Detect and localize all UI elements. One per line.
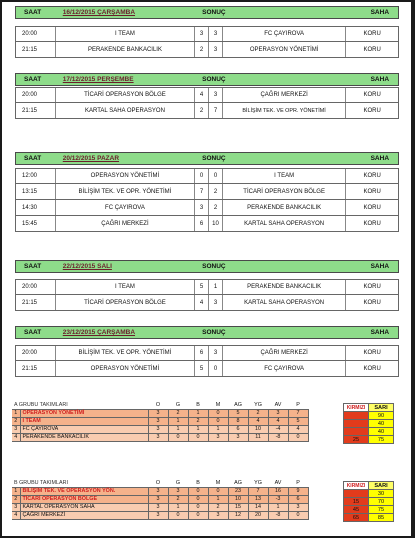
header-saat: SAAT xyxy=(24,9,42,16)
stat-av: -8 xyxy=(268,433,288,441)
header-saha: SAHA xyxy=(370,329,390,336)
stat-g: 0 xyxy=(168,511,188,519)
match-day-block xyxy=(15,6,399,58)
stat-o: 3 xyxy=(148,511,168,519)
away-team: I TEAM xyxy=(223,169,346,183)
stat-o: 3 xyxy=(148,425,168,433)
field-name: KORU xyxy=(363,350,381,356)
red-cards: 25 xyxy=(344,436,369,444)
col-header: P xyxy=(296,401,300,408)
stat-b: 1 xyxy=(188,409,208,417)
field-name: KORU xyxy=(363,299,381,306)
rank: 3 xyxy=(12,503,20,511)
match-row[interactable] xyxy=(15,168,399,184)
match-row[interactable] xyxy=(15,361,399,377)
col-header: AV xyxy=(274,479,282,486)
away-team: OPERASYON YÖNETİMİ xyxy=(223,42,346,57)
stat-o: 3 xyxy=(148,433,168,441)
standings-row[interactable] xyxy=(12,425,308,433)
col-header: AV xyxy=(274,401,282,408)
standings-header-row xyxy=(12,401,308,409)
stat-b: 1 xyxy=(188,425,208,433)
rank: 4 xyxy=(12,511,20,519)
home-score: 2 xyxy=(195,103,209,118)
stat-yg: 20 xyxy=(248,511,268,519)
stat-ag: 10 xyxy=(228,495,248,503)
team-name: TİCARİ OPERASYON BÖLGE xyxy=(20,495,148,503)
stat-g: 1 xyxy=(168,417,188,425)
home-score: 6 xyxy=(195,216,209,231)
away-score: 3 xyxy=(209,346,223,360)
match-row[interactable] xyxy=(15,26,399,42)
stat-av: 4 xyxy=(268,417,288,425)
stat-o: 3 xyxy=(148,487,168,495)
home-team: TİCARİ OPERASYON BÖLGE xyxy=(56,295,195,310)
col-header: AG xyxy=(234,479,242,486)
stat-av: -8 xyxy=(268,511,288,519)
stat-b: 0 xyxy=(188,487,208,495)
match-time: 21:15 xyxy=(16,42,56,57)
stat-yg: 14 xyxy=(248,503,268,511)
away-score: 3 xyxy=(209,27,223,41)
stat-o: 3 xyxy=(148,503,168,511)
home-team: PERAKENDE BANKACILIK xyxy=(56,42,195,57)
day-header xyxy=(15,73,399,86)
col-header: YG xyxy=(254,479,262,486)
field-name: KORU xyxy=(363,365,381,372)
match-row[interactable] xyxy=(15,200,399,216)
header-sonuc: SONUÇ xyxy=(202,9,226,16)
stat-p: 0 xyxy=(288,511,308,519)
stat-m: 0 xyxy=(208,409,228,417)
col-header: M xyxy=(215,479,221,486)
match-time: 20:00 xyxy=(16,280,56,294)
stat-g: 1 xyxy=(168,503,188,511)
header-sonuc: SONUÇ xyxy=(202,76,226,83)
field-name: KORU xyxy=(363,220,381,227)
field-name: KORU xyxy=(363,284,381,290)
rank: 3 xyxy=(12,425,20,433)
stat-g: 0 xyxy=(168,433,188,441)
home-team: TİCARİ OPERASYON BÖLGE xyxy=(56,88,195,102)
match-time: 21:15 xyxy=(16,103,56,118)
yellow-cards: 40 xyxy=(369,428,394,436)
stat-p: 7 xyxy=(288,409,308,417)
standings-row[interactable] xyxy=(12,511,308,519)
day-date: 16/12/2015 ÇARŞAMBA xyxy=(62,9,136,16)
kirmizi-header: KIRMIZI xyxy=(344,404,369,412)
col-header: O xyxy=(155,479,161,486)
stat-b: 0 xyxy=(188,495,208,503)
standings-header-row xyxy=(12,479,308,487)
match-time: 12:00 xyxy=(16,169,56,183)
away-team: BİLİŞİM TEK. VE OPR. YÖNETİMİ xyxy=(223,103,346,118)
group-b-standings xyxy=(12,479,309,520)
stat-g: 3 xyxy=(168,487,188,495)
red-cards: 65 xyxy=(344,514,369,522)
sari-header: SARI xyxy=(369,404,394,412)
stat-m: 1 xyxy=(208,495,228,503)
match-row[interactable] xyxy=(15,295,399,311)
home-score: 4 xyxy=(195,88,209,102)
red-cards xyxy=(344,412,369,420)
stat-m: 0 xyxy=(208,417,228,425)
match-time: 20:00 xyxy=(16,88,56,102)
away-team: ÇAĞRI MERKEZİ xyxy=(223,346,346,360)
stat-ag: 8 xyxy=(228,417,248,425)
col-header: O xyxy=(155,401,161,408)
rank: 2 xyxy=(12,417,20,425)
red-cards: 45 xyxy=(344,506,369,514)
header-sonuc: SONUÇ xyxy=(202,329,226,336)
stat-m: 3 xyxy=(208,511,228,519)
day-date: 20/12/2015 PAZAR xyxy=(62,155,120,162)
day-header xyxy=(15,6,399,19)
stat-ag: 5 xyxy=(228,409,248,417)
team-name: BİLİŞİM TEK. VE OPERASYON YÖN. xyxy=(20,487,148,495)
away-score: 2 xyxy=(209,184,223,199)
standings-row[interactable] xyxy=(12,487,308,495)
stat-av: 1 xyxy=(268,503,288,511)
stat-yg: 13 xyxy=(248,495,268,503)
match-time: 15:45 xyxy=(16,216,56,231)
home-team: OPERASYON YÖNETİMİ xyxy=(56,361,195,376)
standings-row[interactable] xyxy=(12,409,308,417)
stat-ag: 12 xyxy=(228,511,248,519)
yellow-cards: 30 xyxy=(369,490,394,498)
col-header: M xyxy=(215,401,221,408)
stat-g: 2 xyxy=(168,495,188,503)
home-score: 3 xyxy=(195,27,209,41)
team-name: KARTAL OPERASYON SAHA xyxy=(20,503,148,511)
header-saat: SAAT xyxy=(24,155,42,162)
match-day-block xyxy=(15,73,399,119)
home-team: I TEAM xyxy=(56,27,195,41)
field-name: KORU xyxy=(363,188,381,195)
team-name: I TEAM xyxy=(20,417,148,425)
yellow-cards: 75 xyxy=(369,506,394,514)
match-row[interactable] xyxy=(15,184,399,200)
stat-av: 16 xyxy=(268,487,288,495)
stat-p: 9 xyxy=(288,487,308,495)
match-row[interactable] xyxy=(15,87,399,103)
stat-yg: 7 xyxy=(248,487,268,495)
header-sonuc: SONUÇ xyxy=(202,263,226,270)
away-score: 10 xyxy=(209,216,223,231)
team-name: FC ÇAYIROVA xyxy=(20,425,148,433)
col-header: B xyxy=(196,479,200,486)
match-day-block xyxy=(15,326,399,377)
stat-av: -3 xyxy=(268,495,288,503)
stat-b: 0 xyxy=(188,433,208,441)
red-cards xyxy=(344,428,369,436)
col-header: G xyxy=(175,479,181,486)
stat-ag: 15 xyxy=(228,503,248,511)
yellow-cards: 90 xyxy=(369,412,394,420)
away-team: ÇAĞRI MERKEZİ xyxy=(223,88,346,102)
home-team: BİLİŞİM TEK. VE OPR. YÖNETİMİ xyxy=(56,184,195,199)
stat-g: 2 xyxy=(168,409,188,417)
header-saat: SAAT xyxy=(24,329,42,336)
standings-row[interactable] xyxy=(12,503,308,511)
group-a-standings xyxy=(12,401,309,442)
stat-m: 0 xyxy=(208,487,228,495)
match-row[interactable] xyxy=(15,279,399,295)
match-time: 21:15 xyxy=(16,361,56,376)
stat-m: 2 xyxy=(208,503,228,511)
match-time: 20:00 xyxy=(16,346,56,360)
col-header: G xyxy=(175,401,181,408)
red-cards xyxy=(344,420,369,428)
match-row[interactable] xyxy=(15,216,399,232)
stat-p: 6 xyxy=(288,495,308,503)
home-score: 6 xyxy=(195,346,209,360)
stat-av: -4 xyxy=(268,425,288,433)
away-score: 0 xyxy=(209,361,223,376)
match-row[interactable] xyxy=(15,42,399,58)
team-name: PERAKENDE BANKACILIK xyxy=(20,433,148,441)
away-team: KARTAL SAHA OPERASYON xyxy=(223,216,346,231)
match-time: 21:15 xyxy=(16,295,56,310)
group-title: A GRUBU TAKIMLARI xyxy=(14,401,68,408)
away-team: FC ÇAYIROVA xyxy=(223,27,346,41)
away-score: 3 xyxy=(209,88,223,102)
match-day-block xyxy=(15,260,399,311)
home-team: FC ÇAYIROVA xyxy=(56,200,195,215)
field-name: KORU xyxy=(363,204,381,211)
away-score: 7 xyxy=(209,103,223,118)
header-saat: SAAT xyxy=(24,76,42,83)
stat-p: 5 xyxy=(288,417,308,425)
away-score: 2 xyxy=(209,200,223,215)
yellow-cards: 40 xyxy=(369,420,394,428)
header-saha: SAHA xyxy=(370,263,390,270)
header-saha: SAHA xyxy=(370,9,390,16)
rank: 1 xyxy=(12,487,20,495)
stat-av: 3 xyxy=(268,409,288,417)
home-score: 2 xyxy=(195,42,209,57)
header-saat: SAAT xyxy=(24,263,42,270)
home-team: I TEAM xyxy=(56,280,195,294)
field-name: KORU xyxy=(363,107,381,114)
stat-p: 4 xyxy=(288,425,308,433)
red-cards: 15 xyxy=(344,498,369,506)
rank: 4 xyxy=(12,433,20,441)
col-header: P xyxy=(296,479,300,486)
yellow-cards: 75 xyxy=(369,436,394,444)
away-score: 1 xyxy=(209,280,223,294)
day-date: 23/12/2015 ÇARŞAMBA xyxy=(62,329,136,336)
group-a-cards xyxy=(343,403,394,444)
home-score: 0 xyxy=(195,169,209,183)
standings-row[interactable] xyxy=(12,417,308,425)
match-row[interactable] xyxy=(15,345,399,361)
header-saha: SAHA xyxy=(370,76,390,83)
stat-m: 1 xyxy=(208,425,228,433)
stat-p: 0 xyxy=(288,433,308,441)
stat-b: 0 xyxy=(188,511,208,519)
home-team: KARTAL SAHA OPERASYON xyxy=(56,103,195,118)
day-header xyxy=(15,326,399,339)
col-header: YG xyxy=(254,401,262,408)
away-team: FC ÇAYIROVA xyxy=(223,361,346,376)
away-score: 3 xyxy=(209,42,223,57)
match-row[interactable] xyxy=(15,103,399,119)
stat-yg: 4 xyxy=(248,417,268,425)
match-time: 20:00 xyxy=(16,27,56,41)
match-time: 14:30 xyxy=(16,200,56,215)
stat-ag: 6 xyxy=(228,425,248,433)
away-team: PERAKENDE BANKACILIK xyxy=(223,200,346,215)
standings-row[interactable] xyxy=(12,495,308,503)
col-header: AG xyxy=(234,401,242,408)
yellow-cards: 70 xyxy=(369,498,394,506)
stat-p: 3 xyxy=(288,503,308,511)
rank: 1 xyxy=(12,409,20,417)
col-header: B xyxy=(196,401,200,408)
red-cards xyxy=(344,490,369,498)
stat-g: 1 xyxy=(168,425,188,433)
away-team: KARTAL SAHA OPERASYON xyxy=(223,295,346,310)
home-team: BİLİŞİM TEK. VE OPR. YÖNETİMİ xyxy=(56,346,195,360)
day-header xyxy=(15,260,399,273)
sari-header: SARI xyxy=(369,482,394,490)
stat-m: 3 xyxy=(208,433,228,441)
day-header xyxy=(15,152,399,165)
team-name: ÇAĞRI MERKEZİ xyxy=(20,511,148,519)
rank: 2 xyxy=(12,495,20,503)
home-score: 7 xyxy=(195,184,209,199)
home-score: 5 xyxy=(195,361,209,376)
group-title: B GRUBU TAKIMLARI xyxy=(14,479,69,486)
standings-row[interactable] xyxy=(12,433,308,441)
away-score: 3 xyxy=(209,295,223,310)
away-score: 0 xyxy=(209,169,223,183)
home-team: OPERASYON YÖNETİMİ xyxy=(56,169,195,183)
stat-o: 3 xyxy=(148,495,168,503)
yellow-cards: 85 xyxy=(369,514,394,522)
match-day-block xyxy=(15,152,399,232)
team-name: OPERASYON YÖNETİMİ xyxy=(20,409,148,417)
field-name: KORU xyxy=(363,173,381,179)
field-name: KORU xyxy=(363,46,381,53)
header-saha: SAHA xyxy=(370,155,390,162)
stat-o: 3 xyxy=(148,417,168,425)
stat-b: 2 xyxy=(188,417,208,425)
away-team: TİCARİ OPERASYON BÖLGE xyxy=(223,184,346,199)
header-sonuc: SONUÇ xyxy=(202,155,226,162)
home-score: 3 xyxy=(195,200,209,215)
field-name: KORU xyxy=(363,31,381,37)
stat-yg: 2 xyxy=(248,409,268,417)
home-score: 4 xyxy=(195,295,209,310)
home-team: ÇAĞRI MERKEZİ xyxy=(56,216,195,231)
match-time: 13:15 xyxy=(16,184,56,199)
day-date: 22/12/2015 SALI xyxy=(62,263,112,270)
stat-b: 0 xyxy=(188,503,208,511)
field-name: KORU xyxy=(363,92,381,98)
stat-yg: 10 xyxy=(248,425,268,433)
stat-yg: 11 xyxy=(248,433,268,441)
kirmizi-header: KIRMIZI xyxy=(344,482,369,490)
day-date: 17/12/2015 PERŞEMBE xyxy=(62,76,134,83)
away-team: PERAKENDE BANKACILIK xyxy=(223,280,346,294)
group-b-cards xyxy=(343,481,394,522)
stat-o: 3 xyxy=(148,409,168,417)
stat-ag: 3 xyxy=(228,433,248,441)
stat-ag: 23 xyxy=(228,487,248,495)
home-score: 5 xyxy=(195,280,209,294)
